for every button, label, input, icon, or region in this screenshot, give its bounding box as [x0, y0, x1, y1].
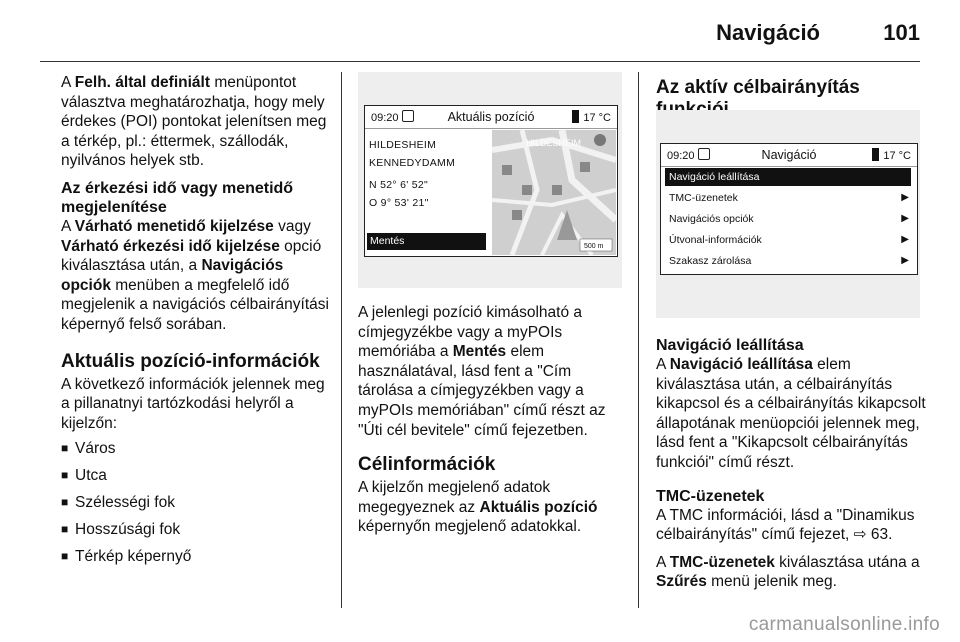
status-bar — [661, 144, 917, 167]
paragraph: A jelenlegi pozíció kimásolható a címjegyzékbe vagy a myPOIs memóriába a Mentés elem használatával, lásd fent a "Cím tárolása a címjegyzékben vagy a myPOIs memóriában" című részt az "Úti cél bevitele" című fejezetben. — [358, 304, 606, 439]
page-number: 101 — [883, 20, 920, 45]
compass-icon — [594, 134, 606, 146]
map-view[interactable] — [492, 130, 616, 255]
heading-tmc: TMC-üzenetek — [656, 487, 765, 505]
paragraph: A Navigáció leállítása elem kiválasztása után, a célbairányítás kikapcsol és a célbairányítás kikapcsolt állapotának menüopciói jelennek meg, lásd fent a "Kikapcsolt célbairányítás funkciói" című részt. — [656, 356, 926, 471]
left-column — [61, 73, 331, 574]
list-item: ■ Szélességi fok — [61, 493, 331, 512]
temperature: 17 °C — [572, 110, 611, 124]
poi-marker — [552, 185, 562, 195]
list-item: ■ Térkép képernyő — [61, 547, 331, 566]
paragraph: A következő információk jelennek meg a pillanatnyi tartózkodási helyről a kijelzőn: — [61, 375, 325, 432]
menu-item-stop-navigation[interactable]: Navigáció leállítása — [665, 168, 911, 186]
temperature: 17 °C — [872, 148, 911, 162]
save-button[interactable]: Mentés — [367, 233, 486, 250]
column-divider-2 — [638, 72, 639, 608]
poi-marker — [512, 210, 522, 220]
longitude-value: O 9° 53' 21" — [369, 197, 429, 209]
poi-marker — [502, 165, 512, 175]
status-bar — [365, 106, 617, 129]
heading-active-guidance: Az aktív célbairányítás — [656, 77, 860, 98]
chevron-right-icon: ▶ — [901, 192, 909, 203]
paragraph: A Felh. által definiált menüpontot választva meghatározhatja, hogy mely érdekes (POI) pontokat jelenítsen meg a térkép, pl.: éttermek, szállodák, nyilvános helyek stb. — [61, 74, 327, 170]
bullet-list — [61, 439, 331, 566]
menu-item-tmc[interactable]: TMC-üzenetek ▶ — [665, 189, 911, 207]
right-column — [656, 336, 928, 600]
street-value: KENNEDYDAMM — [369, 157, 456, 169]
map-scale: 500 m — [584, 243, 604, 250]
heading-current-position: Aktuális pozíció-információk — [61, 350, 320, 372]
heading-arrival: Az érkezési idő vagy menetidő megjelenítése — [61, 179, 294, 216]
position-info — [369, 136, 455, 212]
clock: 09:20 — [667, 148, 710, 162]
menu-item-nav-options[interactable]: Navigációs opciók ▶ — [665, 210, 911, 228]
navigation-menu-screenshot — [656, 110, 920, 318]
clock: 09:20 — [371, 110, 414, 124]
middle-column — [358, 303, 630, 545]
screen-title: Navigáció — [761, 148, 817, 162]
current-position-screenshot — [358, 72, 622, 288]
watermark: carmanualsonline.info — [748, 614, 940, 635]
map-city-label: HILDESHEIM — [526, 138, 582, 148]
paragraph: A TMC információi, lásd a "Dinamikus célbairányítás" című fejezet, ⇨ 63. — [656, 506, 915, 544]
poi-marker — [580, 162, 590, 172]
phone-icon — [872, 148, 879, 161]
chevron-right-icon: ▶ — [901, 255, 909, 266]
header-rule — [40, 61, 920, 62]
paragraph: A Várható menetidő kijelzése vagy Várható érkezési idő kijelzése opció kiválasztása után, a Navigációs opciók menüben a megfelelő idő megjelenik a navigációs célbairányítási képernyő felső sorában. — [61, 217, 329, 333]
paragraph: A kijelzőn megjelenő adatok megegyeznek az Aktuális pozíció képernyőn megjelenő adatokkal. — [358, 479, 598, 536]
display-screen — [660, 143, 918, 275]
city-value: HILDESHEIM — [369, 139, 437, 151]
paragraph: A TMC-üzenetek kiválasztása utána a Szűrés menü jelenik meg. — [656, 553, 920, 591]
list-item: ■ Utca — [61, 466, 331, 485]
menu-item-block-segment[interactable]: Szakasz zárolása ▶ — [665, 252, 911, 270]
screen-title: Aktuális pozíció — [447, 110, 535, 124]
chevron-right-icon: ▶ — [901, 234, 909, 245]
display-screen — [364, 105, 618, 257]
phone-icon — [572, 110, 579, 123]
chevron-right-icon: ▶ — [901, 213, 909, 224]
poi-marker — [522, 185, 532, 195]
section-title: Navigáció — [716, 20, 820, 45]
latitude-value: N 52° 6' 52" — [369, 179, 429, 191]
column-divider-1 — [341, 72, 342, 608]
list-item: ■ Város — [61, 439, 331, 458]
list-item: ■ Hosszúsági fok — [61, 520, 331, 539]
heading-stop-navigation: Navigáció leállítása — [656, 337, 804, 354]
menu-item-route-info[interactable]: Útvonal-információk ▶ — [665, 231, 911, 249]
page-ref-icon[interactable]: ⇨ — [853, 526, 867, 544]
heading-destination-info: Célinformációk — [358, 454, 496, 476]
